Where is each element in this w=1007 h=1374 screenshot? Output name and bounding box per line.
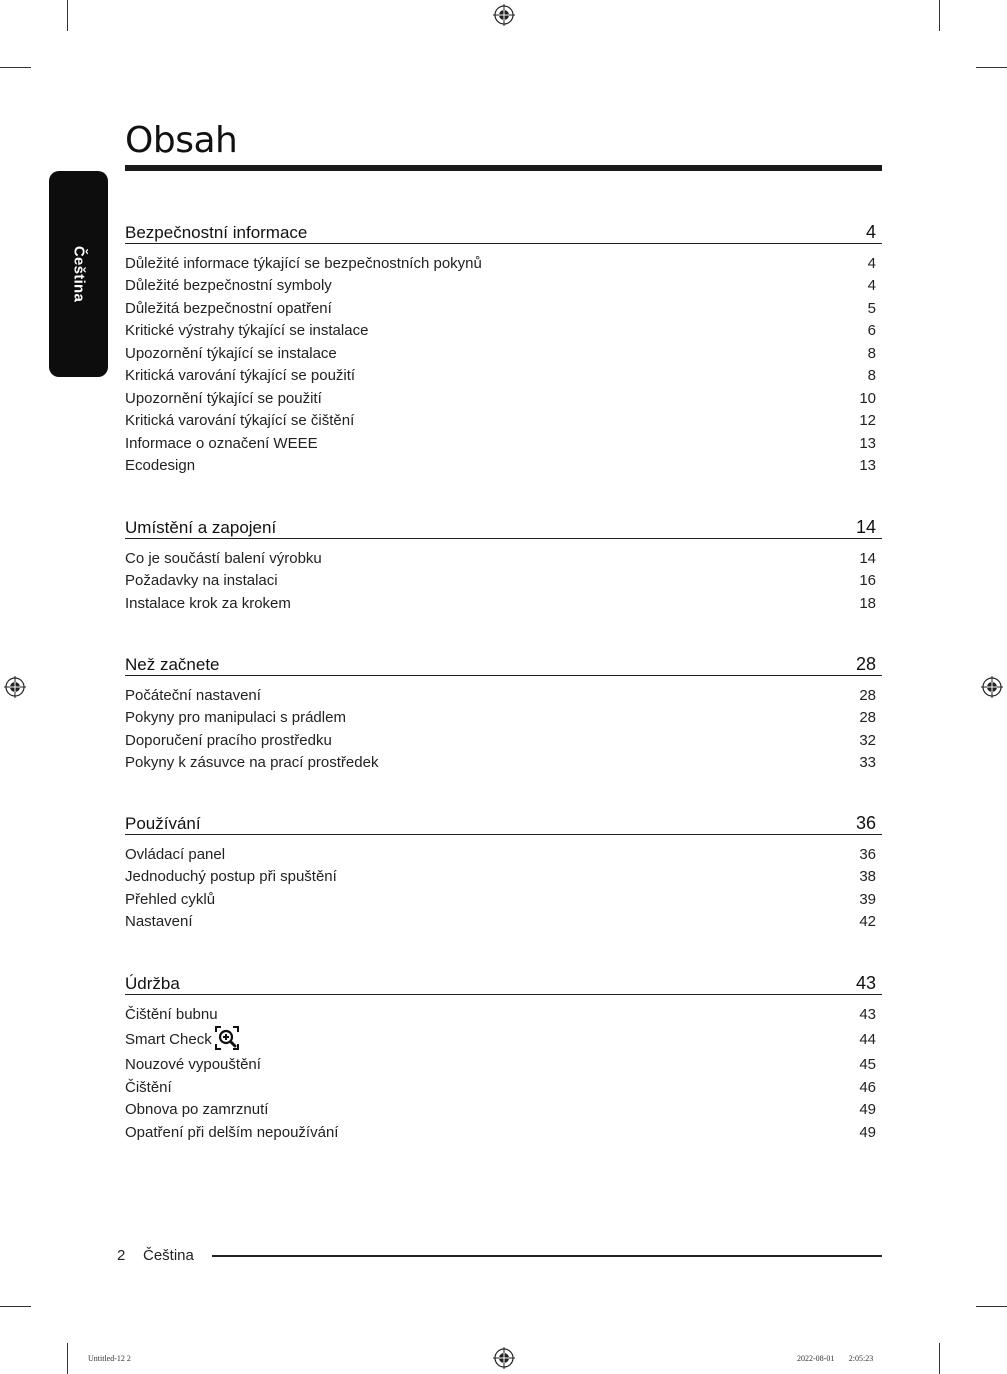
- toc-item-page: 36: [859, 845, 876, 863]
- toc-item-label: Nastavení: [125, 913, 193, 931]
- crop-mark: [976, 67, 1007, 68]
- toc-item-page: 49: [859, 1123, 876, 1141]
- toc-item-page: 6: [867, 322, 876, 340]
- toc-item-page: 10: [859, 389, 876, 407]
- toc-item-page: 4: [867, 254, 876, 272]
- toc-item-page: 46: [859, 1078, 876, 1096]
- toc-item[interactable]: [125, 320, 882, 343]
- toc-item-label: Čištění: [125, 1078, 172, 1096]
- toc-section-title: Bezpečnostní informace: [125, 223, 308, 242]
- toc-item-label: Přehled cyklů: [125, 890, 216, 908]
- registration-mark-icon: [4, 676, 26, 698]
- toc-item-label: Čištění bubnu: [125, 1005, 218, 1023]
- language-tab: [49, 171, 108, 377]
- toc-item[interactable]: [125, 432, 882, 455]
- toc-item[interactable]: [125, 455, 882, 478]
- toc-item-label: Co je součástí balení výrobku: [125, 549, 322, 567]
- footer-page-number: 2: [117, 1247, 126, 1264]
- title-rule: [125, 165, 882, 171]
- toc-item-label: Instalace krok za krokem: [125, 594, 291, 612]
- crop-mark: [939, 1343, 940, 1374]
- crop-mark: [0, 1306, 31, 1307]
- toc-item-page: 32: [859, 731, 876, 749]
- toc-item-label: Obnova po zamrznutí: [125, 1101, 269, 1119]
- registration-mark-icon: [981, 676, 1003, 698]
- toc-item-label: Doporučení pracího prostředku: [125, 731, 332, 749]
- toc-item[interactable]: [125, 911, 882, 934]
- toc-item-page: 49: [859, 1101, 876, 1119]
- toc-section: [125, 810, 882, 933]
- toc-section: [125, 219, 882, 477]
- toc-item-label: Ecodesign: [125, 457, 196, 475]
- toc-item[interactable]: [125, 1026, 882, 1054]
- toc-item[interactable]: [125, 1121, 882, 1144]
- toc-section-header[interactable]: [125, 810, 882, 835]
- toc-section-title: Umístění a zapojení: [125, 518, 277, 537]
- toc-item-label: Požadavky na instalaci: [125, 572, 278, 590]
- toc-item[interactable]: [125, 752, 882, 775]
- registration-mark-icon: [493, 4, 515, 26]
- toc-item-page: 42: [859, 913, 876, 931]
- toc-item-page: 8: [867, 367, 876, 385]
- toc-item[interactable]: [125, 592, 882, 615]
- toc-section-page: 28: [855, 654, 876, 674]
- toc-section-header[interactable]: [125, 970, 882, 995]
- toc-item[interactable]: [125, 888, 882, 911]
- toc-item-label: Počáteční nastavení: [125, 686, 261, 704]
- toc-item[interactable]: [125, 297, 882, 320]
- toc-item[interactable]: [125, 1054, 882, 1077]
- print-slug-right: 2022-08-01   2:05:23: [797, 1354, 874, 1363]
- footer-language: Čeština: [143, 1247, 194, 1264]
- toc-section-header[interactable]: [125, 651, 882, 676]
- toc-section: [125, 651, 882, 774]
- page-title: Obsah: [125, 120, 238, 161]
- toc-item[interactable]: [125, 1099, 882, 1122]
- toc-section: [125, 970, 882, 1144]
- toc-item-label: Jednoduchý postup při spuštění: [125, 868, 337, 886]
- toc-item-label: Ovládací panel: [125, 845, 226, 863]
- toc-item[interactable]: [125, 365, 882, 388]
- toc-item-page: 33: [859, 754, 876, 772]
- toc-item-page: 13: [859, 457, 876, 475]
- toc-item-page: 16: [859, 572, 876, 590]
- toc-item-label: Upozornění týkající se instalace: [125, 344, 337, 362]
- crop-mark: [67, 1343, 68, 1374]
- toc-item-page: 28: [859, 709, 876, 727]
- toc-item[interactable]: [125, 252, 882, 275]
- toc-item-page: 38: [859, 868, 876, 886]
- crop-mark: [976, 1306, 1007, 1307]
- toc-item-label: Informace o označení WEEE: [125, 434, 318, 452]
- toc-item-label-group: [125, 1030, 239, 1050]
- toc-item-page: 13: [859, 434, 876, 452]
- smart-check-icon: [215, 1026, 239, 1050]
- toc-item-page: 5: [867, 299, 876, 317]
- toc-item-page: 39: [859, 890, 876, 908]
- toc-item[interactable]: [125, 866, 882, 889]
- toc-section-header[interactable]: [125, 514, 882, 539]
- toc-section: [125, 514, 882, 615]
- toc-item-label: Smart Check: [125, 1031, 212, 1048]
- toc-section-page: 43: [855, 973, 876, 993]
- toc-item-page: 18: [859, 594, 876, 612]
- toc-item[interactable]: [125, 547, 882, 570]
- toc-section-page: 14: [855, 517, 876, 537]
- toc-item-page: 45: [859, 1056, 876, 1074]
- toc-item[interactable]: [125, 410, 882, 433]
- toc-item-label: Důležité informace týkající se bezpečnostních pokynů: [125, 254, 482, 272]
- toc-item-label: Nouzové vypouštění: [125, 1056, 261, 1074]
- toc-item[interactable]: [125, 729, 882, 752]
- toc-section-title: Údržba: [125, 974, 180, 993]
- toc-item-label: Důležité bezpečnostní symboly: [125, 277, 332, 295]
- toc-item[interactable]: [125, 342, 882, 365]
- toc-item-page: 4: [867, 277, 876, 295]
- toc-item-label: Upozornění týkající se použití: [125, 389, 322, 407]
- toc-item[interactable]: [125, 843, 882, 866]
- toc-item[interactable]: [125, 1003, 882, 1026]
- toc-item[interactable]: [125, 707, 882, 730]
- toc-item-page: 28: [859, 686, 876, 704]
- toc-section-title: Než začnete: [125, 655, 220, 674]
- toc-section-page: 36: [855, 813, 876, 833]
- toc-item-label: Pokyny pro manipulaci s prádlem: [125, 709, 346, 727]
- toc-section-header[interactable]: [125, 219, 882, 244]
- crop-mark: [67, 0, 68, 31]
- toc-item-page: 44: [859, 1031, 876, 1048]
- crop-mark: [0, 67, 31, 68]
- language-tab-label: Čeština: [70, 245, 87, 303]
- print-slug-left: Untitled-12 2: [88, 1354, 131, 1363]
- toc-item-label: Kritická varování týkající se použití: [125, 367, 356, 385]
- toc-item-page: 8: [867, 344, 876, 362]
- toc-item-label: Opatření při delším nepoužívání: [125, 1123, 339, 1141]
- toc-item[interactable]: [125, 275, 882, 298]
- toc-section-page: 4: [865, 222, 876, 242]
- toc-item-page: 14: [859, 549, 876, 567]
- toc-section-title: Používání: [125, 814, 201, 833]
- toc-item[interactable]: [125, 387, 882, 410]
- footer-rule: [212, 1255, 882, 1257]
- toc-item[interactable]: [125, 570, 882, 593]
- toc-item-label: Důležitá bezpečnostní opatření: [125, 299, 332, 317]
- toc-item[interactable]: [125, 684, 882, 707]
- toc-item-label: Kritická varování týkající se čištění: [125, 412, 355, 430]
- toc-item[interactable]: [125, 1076, 882, 1099]
- registration-mark-icon: [493, 1347, 515, 1369]
- crop-mark: [939, 0, 940, 31]
- toc-item-page: 12: [859, 412, 876, 430]
- toc-item-page: 43: [859, 1005, 876, 1023]
- toc-item-label: Pokyny k zásuvce na prací prostředek: [125, 754, 379, 772]
- toc-item-label: Kritické výstrahy týkající se instalace: [125, 322, 369, 340]
